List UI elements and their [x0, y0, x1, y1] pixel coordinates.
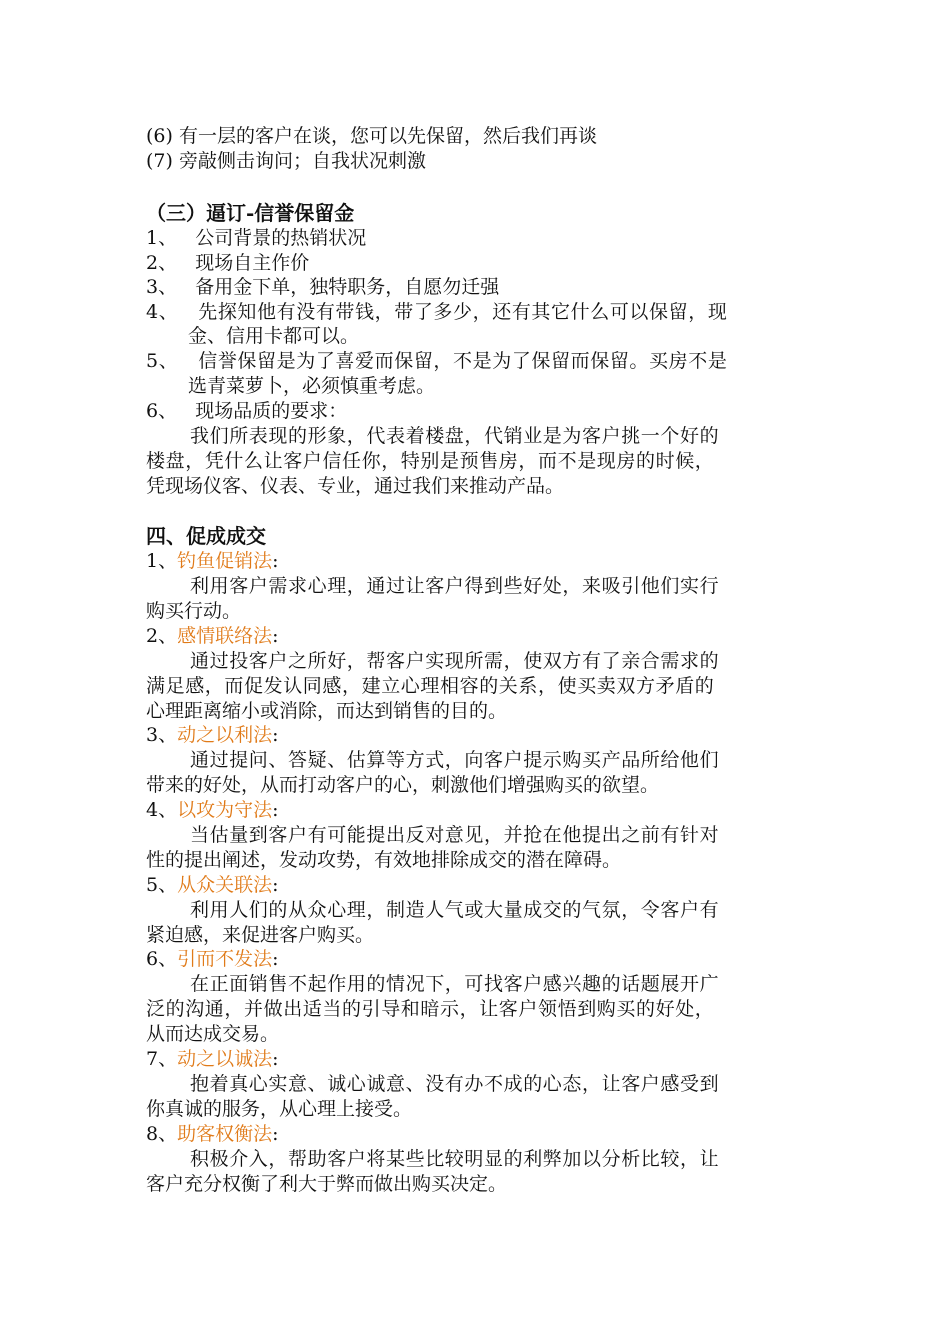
paragraph-line: 楼盘，凭什么让客户信任你，特别是预售房，而不是现房的时候，: [146, 450, 715, 472]
paragraph-line: 凭现场仪客、仪表、专业，通过我们来推动产品。: [146, 475, 565, 497]
method-text-line: 通过投客户之所好，帮客户实现所需，使双方有了亲合需求的: [190, 650, 720, 672]
section-4-heading: 四、促成成交: [146, 524, 266, 548]
item-7-line: (7) 旁敲侧击询问；自我状况刺激: [146, 150, 426, 172]
list-item: 2、 现场自主作价: [146, 252, 310, 274]
method-text-line: 积极介入，帮助客户将某些比较明显的利弊加以分析比较，让: [190, 1148, 720, 1170]
method-title: 6、引而不发法:: [146, 948, 279, 970]
list-item: 5、 信誉保留是为了喜爱而保留，不是为了保留而保留。买房不是: [146, 350, 728, 372]
method-text-line: 满足感，而促发认同感，建立心理相容的关系，使买卖双方矛盾的: [146, 675, 715, 697]
list-item: 1、 公司背景的热销状况: [146, 227, 367, 249]
list-item-continuation: 金、信用卡都可以。: [188, 325, 360, 347]
method-title: 3、动之以利法:: [146, 724, 279, 746]
method-text-line: 心理距离缩小或消除，而达到销售的目的。: [146, 700, 508, 722]
method-text-line: 泛的沟通，并做出适当的引导和暗示，让客户领悟到购买的好处，: [146, 998, 715, 1020]
method-text-line: 当估量到客户有可能提出反对意见，并抢在他提出之前有针对: [190, 824, 720, 846]
method-text-line: 客户充分权衡了利大于弊而做出购买决定。: [146, 1173, 508, 1195]
method-text-line: 抱着真心实意、诚心诚意、没有办不成的心态，让客户感受到: [190, 1073, 720, 1095]
list-item: 3、 备用金下单，独特职务，自愿勿迁强: [146, 276, 500, 298]
method-title: 8、助客权衡法:: [146, 1123, 279, 1145]
method-text-line: 紧迫感，来促进客户购买。: [146, 924, 375, 946]
list-item: 4、 先探知他有没有带钱，带了多少，还有其它什么可以保留，现: [146, 301, 728, 323]
method-title: 2、感情联络法:: [146, 625, 279, 647]
method-text-line: 利用客户需求心理，通过让客户得到些好处，来吸引他们实行: [190, 575, 720, 597]
method-text-line: 购买行动。: [146, 600, 242, 622]
method-text-line: 从而达成交易。: [146, 1023, 280, 1045]
method-text-line: 带来的好处，从而打动客户的心，刺激他们增强购买的欲望。: [146, 774, 660, 796]
method-title: 4、以攻为守法:: [146, 799, 279, 821]
method-title: 5、从众关联法:: [146, 874, 279, 896]
list-item-continuation: 选青菜萝卜，必须慎重考虑。: [188, 375, 436, 397]
method-title: 7、动之以诚法:: [146, 1048, 279, 1070]
method-text-line: 通过提问、答疑、估算等方式，向客户提示购买产品所给他们: [190, 749, 720, 771]
item-6-line: (6) 有一层的客户在谈，您可以先保留，然后我们再谈: [146, 125, 597, 147]
method-text-line: 利用人们的从众心理，制造人气或大量成交的气氛，令客户有: [190, 899, 720, 921]
section-3-heading: （三）逼订-信誉保留金: [146, 201, 355, 225]
method-text-line: 性的提出阐述，发动攻势，有效地排除成交的潜在障碍。: [146, 849, 622, 871]
method-title: 1、钓鱼促销法:: [146, 550, 279, 572]
method-text-line: 你真诚的服务，从心理上接受。: [146, 1098, 413, 1120]
list-item: 6、 现场品质的要求：: [146, 400, 348, 422]
method-text-line: 在正面销售不起作用的情况下，可找客户感兴趣的话题展开广: [190, 973, 720, 995]
paragraph-line: 我们所表现的形象，代表着楼盘，代销业是为客户挑一个好的: [190, 425, 720, 447]
